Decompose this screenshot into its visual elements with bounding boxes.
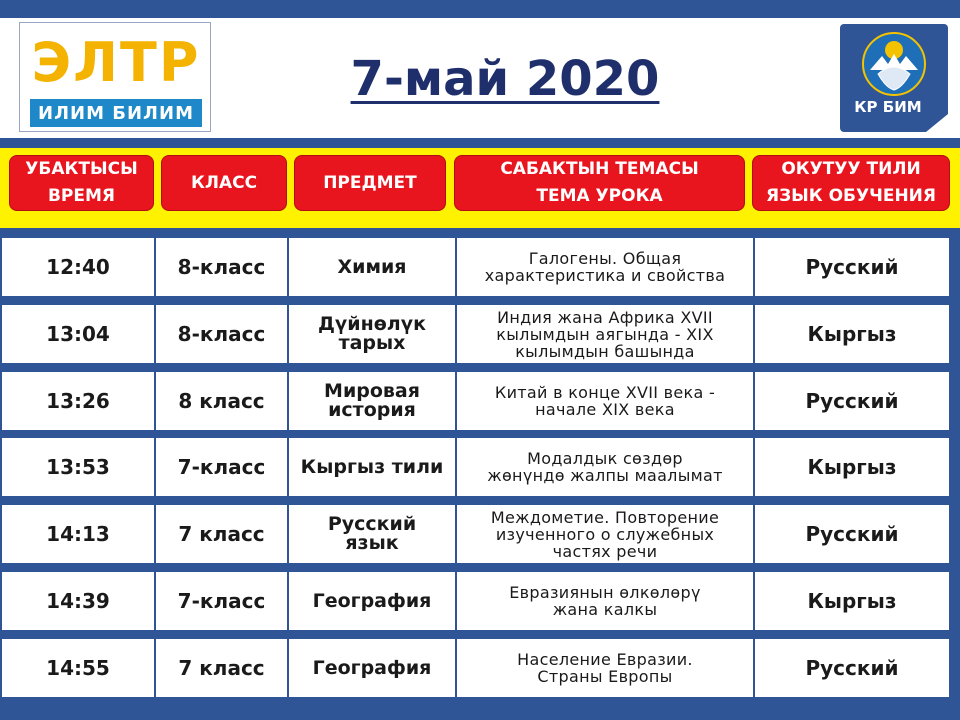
class-cell: 8-класс (154, 238, 287, 296)
top-band (0, 0, 960, 18)
time-cell: 14:39 (46, 589, 110, 613)
subject-cell: Мировая история (287, 372, 455, 430)
page-header (0, 18, 960, 138)
time-cell: 14:55 (46, 656, 110, 680)
table-row (2, 305, 949, 363)
page-curl (926, 114, 948, 132)
time-cell: 13:04 (46, 322, 110, 346)
column-header-subject: ПРЕДМЕТ (294, 155, 446, 211)
topic-cell: Китай в конце XVII века - начале XIX века (455, 372, 753, 430)
time-cell: 14:13 (46, 522, 110, 546)
language-cell: Русский (753, 505, 949, 563)
subject-cell: Химия (287, 238, 455, 296)
topic-cell: Население Евразии. Страны Европы (455, 639, 753, 697)
class-cell: 7 класс (154, 505, 287, 563)
time-cell: 13:53 (46, 455, 110, 479)
language-cell: Русский (753, 238, 949, 296)
table-header (0, 148, 960, 228)
class-cell: 8-класс (154, 305, 287, 363)
table-row (2, 639, 949, 697)
time-cell: 13:26 (46, 389, 110, 413)
class-cell: 7-класс (154, 438, 287, 496)
subject-cell: География (287, 639, 455, 697)
subject-cell: Кыргыз тили (287, 438, 455, 496)
time-cell: 12:40 (46, 255, 110, 279)
subject-cell: Дүйнөлүк тарых (287, 305, 455, 363)
subject-cell: География (287, 572, 455, 630)
language-cell: Кыргыз (753, 305, 949, 363)
kr-bim-label: КР БИМ (854, 98, 922, 116)
table-row (2, 372, 949, 430)
language-cell: Русский (753, 639, 949, 697)
topic-cell: Междометие. Повторение изученного о служебных частях речи (455, 505, 753, 563)
topic-cell: Модалдык сөздөр жөнүндө жалпы маалымат (455, 438, 753, 496)
column-header-topic: САБАКТЫН ТЕМАСЫ ТЕМА УРОКА (454, 155, 745, 211)
language-cell: Кыргыз (753, 438, 949, 496)
logo-main-text: ЭЛТР (31, 30, 201, 94)
state-emblem-icon (856, 30, 932, 100)
class-cell: 7-класс (154, 572, 287, 630)
topic-cell: Индия жана Африка XVII кылымдын аягында - XIX кылымдын башында (455, 305, 753, 363)
eltr-logo (19, 22, 211, 132)
table-row (2, 438, 949, 496)
table-row (2, 238, 949, 296)
topic-cell: Галогены. Общая характеристика и свойства (455, 238, 753, 296)
subject-cell: Русский язык (287, 505, 455, 563)
table-row (2, 505, 949, 563)
column-header-class: КЛАСС (161, 155, 287, 211)
kr-bim-logo (840, 24, 948, 132)
logo-sub-text: ИЛИМ БИЛИМ (30, 99, 202, 127)
table-row (2, 572, 949, 630)
page-title: 7-май 2020 (350, 51, 660, 107)
column-header-language: ОКУТУУ ТИЛИ ЯЗЫК ОБУЧЕНИЯ (752, 155, 950, 211)
class-cell: 8 класс (154, 372, 287, 430)
column-header-time: УБАКТЫСЫ ВРЕМЯ (9, 155, 154, 211)
language-cell: Русский (753, 372, 949, 430)
topic-cell: Евразиянын өлкөлөрү жана калкы (455, 572, 753, 630)
language-cell: Кыргыз (753, 572, 949, 630)
class-cell: 7 класс (154, 639, 287, 697)
